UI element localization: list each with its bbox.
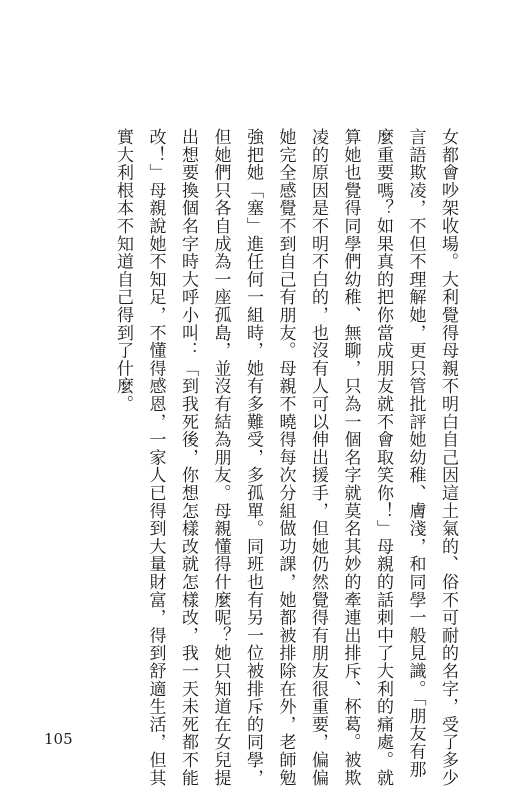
text-column: 強把她「塞」進任何一組時，她有多難受，多孤單。同班也有另一位被排斥的同學， <box>243 128 263 787</box>
text-column: 改！」母親說她不知足，不懂得感恩，一家人已得到大量財富，得到舒適生活，但其 <box>145 128 166 787</box>
text-column: 但她們只各自成為一座孤島，並沒有結為朋友。母親懂得什麼呢？她只知道在女兒提 <box>210 128 231 787</box>
text-column: 凌的原因是不明不白的，也沒有人可以伸出援手，但她仍然覺得有朋友很重要，偏偏 <box>308 128 328 787</box>
text-column: 麼重要嗎？如果真的把你當成朋友就不會取笑你！」母親的話刺中了大利的痛處。就 <box>373 128 393 787</box>
page-number: 105 <box>44 730 73 748</box>
text-column: 言語欺凌，不但不理解她，更只管批評她幼稚、膚淺，和同學一般見識。「朋友有那 <box>405 128 426 779</box>
text-column: 實大利根本不知道自己得到了什麼。 <box>113 128 133 413</box>
text-column: 出想要換個名字時大呼小叫：「到我死後，你想怎樣改就怎樣改，我一天未死都不能 <box>178 128 198 787</box>
body-text <box>107 128 465 787</box>
text-column: 她完全感覺不到自己有朋友。母親不曉得每次分組做功課，她都被排除在外，老師勉 <box>275 128 296 787</box>
text-column: 女都會吵架收場。大利覺得母親不明白自己因這土氣的、俗不可耐的名字，受了多少 <box>438 128 458 787</box>
text-column: 算她也覺得同學們幼稚、無聊，只為一個名字就莫名其妙的牽連出排斥、杯葛。被欺 <box>340 128 361 787</box>
